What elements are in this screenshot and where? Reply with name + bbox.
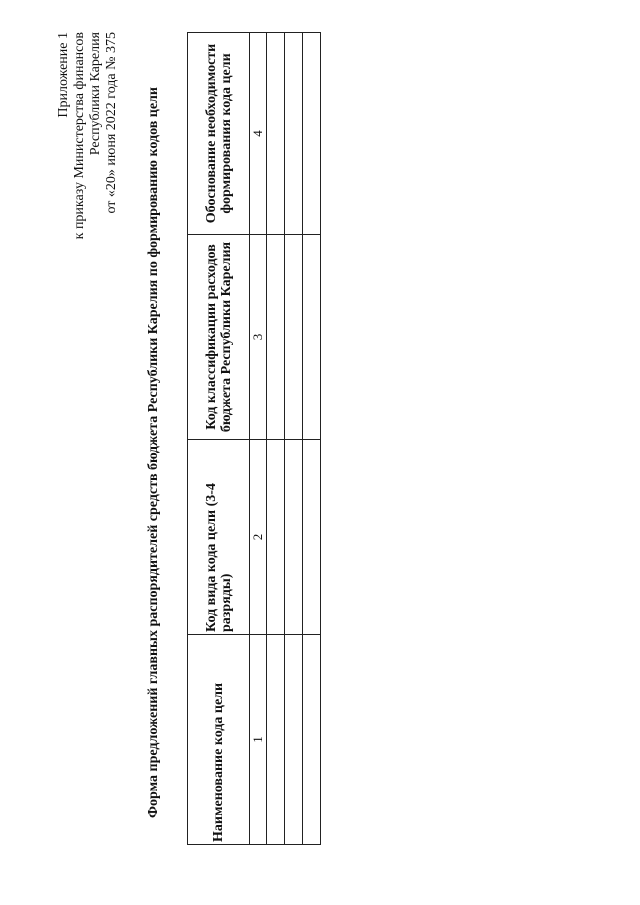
table-cell bbox=[266, 235, 284, 440]
table-cell bbox=[266, 635, 284, 845]
table-header-row bbox=[188, 33, 250, 845]
header-budget-classification-code: Код классификации расходов бюджета Республики Карелия bbox=[188, 235, 250, 440]
table-cell bbox=[284, 440, 302, 635]
table-cell bbox=[302, 235, 320, 440]
table-cell bbox=[302, 440, 320, 635]
column-number: 4 bbox=[250, 33, 266, 235]
column-number: 1 bbox=[250, 635, 266, 845]
table-cell bbox=[284, 635, 302, 845]
table-cell bbox=[266, 33, 284, 235]
column-number: 3 bbox=[250, 235, 266, 440]
goal-codes-table bbox=[187, 32, 321, 845]
appendix-line: Республики Карелия bbox=[88, 32, 103, 156]
table-row bbox=[302, 33, 320, 845]
appendix-line: Приложение 1 bbox=[56, 32, 71, 118]
table-cell bbox=[302, 635, 320, 845]
table-cell bbox=[284, 235, 302, 440]
header-justification: Обоснование необходимости формирования кода цели bbox=[188, 33, 250, 235]
column-number: 2 bbox=[250, 440, 266, 635]
table-cell bbox=[302, 33, 320, 235]
table-cell bbox=[284, 33, 302, 235]
appendix-header bbox=[56, 32, 120, 452]
header-goal-name: Наименование кода цели bbox=[188, 635, 250, 845]
column-number-row bbox=[250, 33, 266, 845]
form-title: Форма предложений главных распорядителей средств бюджета Республики Карелия по формированию кодов цели bbox=[146, 87, 161, 818]
header-goal-type-code: Код вида кода цели (3-4 разряды) bbox=[188, 440, 250, 635]
table-cell bbox=[266, 440, 284, 635]
table-row bbox=[266, 33, 284, 845]
table-row bbox=[284, 33, 302, 845]
appendix-line: к приказу Министерства финансов bbox=[72, 32, 87, 240]
appendix-line: от «20» июня 2022 года № 375 bbox=[104, 32, 119, 214]
